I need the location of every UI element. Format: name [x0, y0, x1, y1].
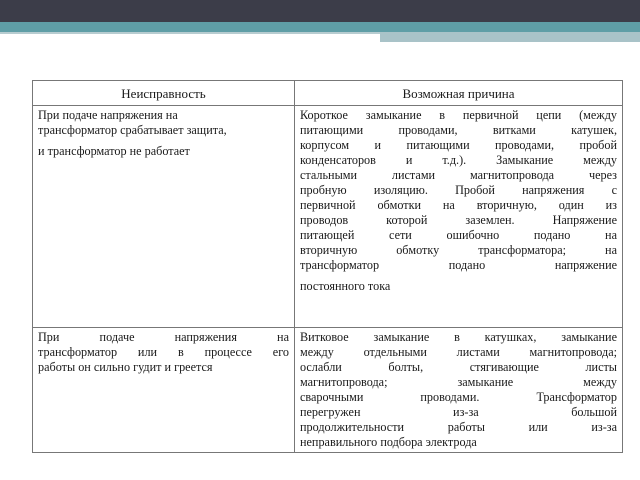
cause-line: ослабли болты, стягивающие листы	[300, 360, 617, 374]
faults-table	[32, 80, 623, 453]
fault-line: и трансформатор не работает	[38, 144, 190, 158]
cause-line: Витковое замыкание в катушках, замыкание	[300, 330, 617, 344]
cause-line: трансформатор подано напряжение	[300, 258, 617, 272]
cause-line: проводов которой заземлен. Напряжение	[300, 213, 617, 227]
header-fault: Неисправность	[33, 81, 295, 106]
cause-cell	[295, 328, 623, 453]
table-header-row	[33, 81, 623, 106]
cause-line: магнитопровода; замыкание между	[300, 375, 617, 389]
cause-line: вторичную обмотку трансформатора; на	[300, 243, 617, 257]
table-row	[33, 106, 623, 328]
cause-cell	[295, 106, 623, 328]
cause-line: стальными листами магнитопровода через	[300, 168, 617, 182]
cause-line: продолжительности работы или из-за	[300, 420, 617, 434]
fault-line: трансформатор или в процессе его	[38, 345, 289, 359]
cause-line: неправильного подбора электрода	[300, 435, 477, 449]
cause-line: корпусом и питающими проводами, пробой	[300, 138, 617, 152]
header-bar-light	[0, 32, 380, 34]
header-bar-teal	[0, 22, 640, 32]
cause-line: Короткое замыкание в первичной цепи (между	[300, 108, 617, 122]
fault-line: работы он сильно гудит и греется	[38, 360, 213, 374]
cause-line: перегружен из-за большой	[300, 405, 617, 419]
fault-line: При подаче напряжения на	[38, 108, 178, 122]
cause-line: между отдельными листами магнитопровода;	[300, 345, 617, 359]
fault-cell	[33, 328, 295, 453]
header-cause: Возможная причина	[295, 81, 623, 106]
table-row	[33, 328, 623, 453]
cause-line: конденсаторов и т.д.). Замыкание между	[300, 153, 617, 167]
cause-line: пробную изоляцию. Пробой напряжения с	[300, 183, 617, 197]
fault-cell	[33, 106, 295, 328]
cause-line: питающей сети ошибочно подано на	[300, 228, 617, 242]
cause-line: постоянного тока	[300, 279, 391, 293]
cause-line: первичной обмотки на вторичную, один из	[300, 198, 617, 212]
fault-line: трансформатор срабатывает защита,	[38, 123, 227, 137]
fault-line: При подаче напряжения на	[38, 330, 289, 344]
header-bar-dark	[0, 0, 640, 22]
cause-line: питающими проводами, витками катушек,	[300, 123, 617, 137]
header-bar-light-tail	[380, 32, 640, 42]
cause-line: сварочными проводами. Трансформатор	[300, 390, 617, 404]
